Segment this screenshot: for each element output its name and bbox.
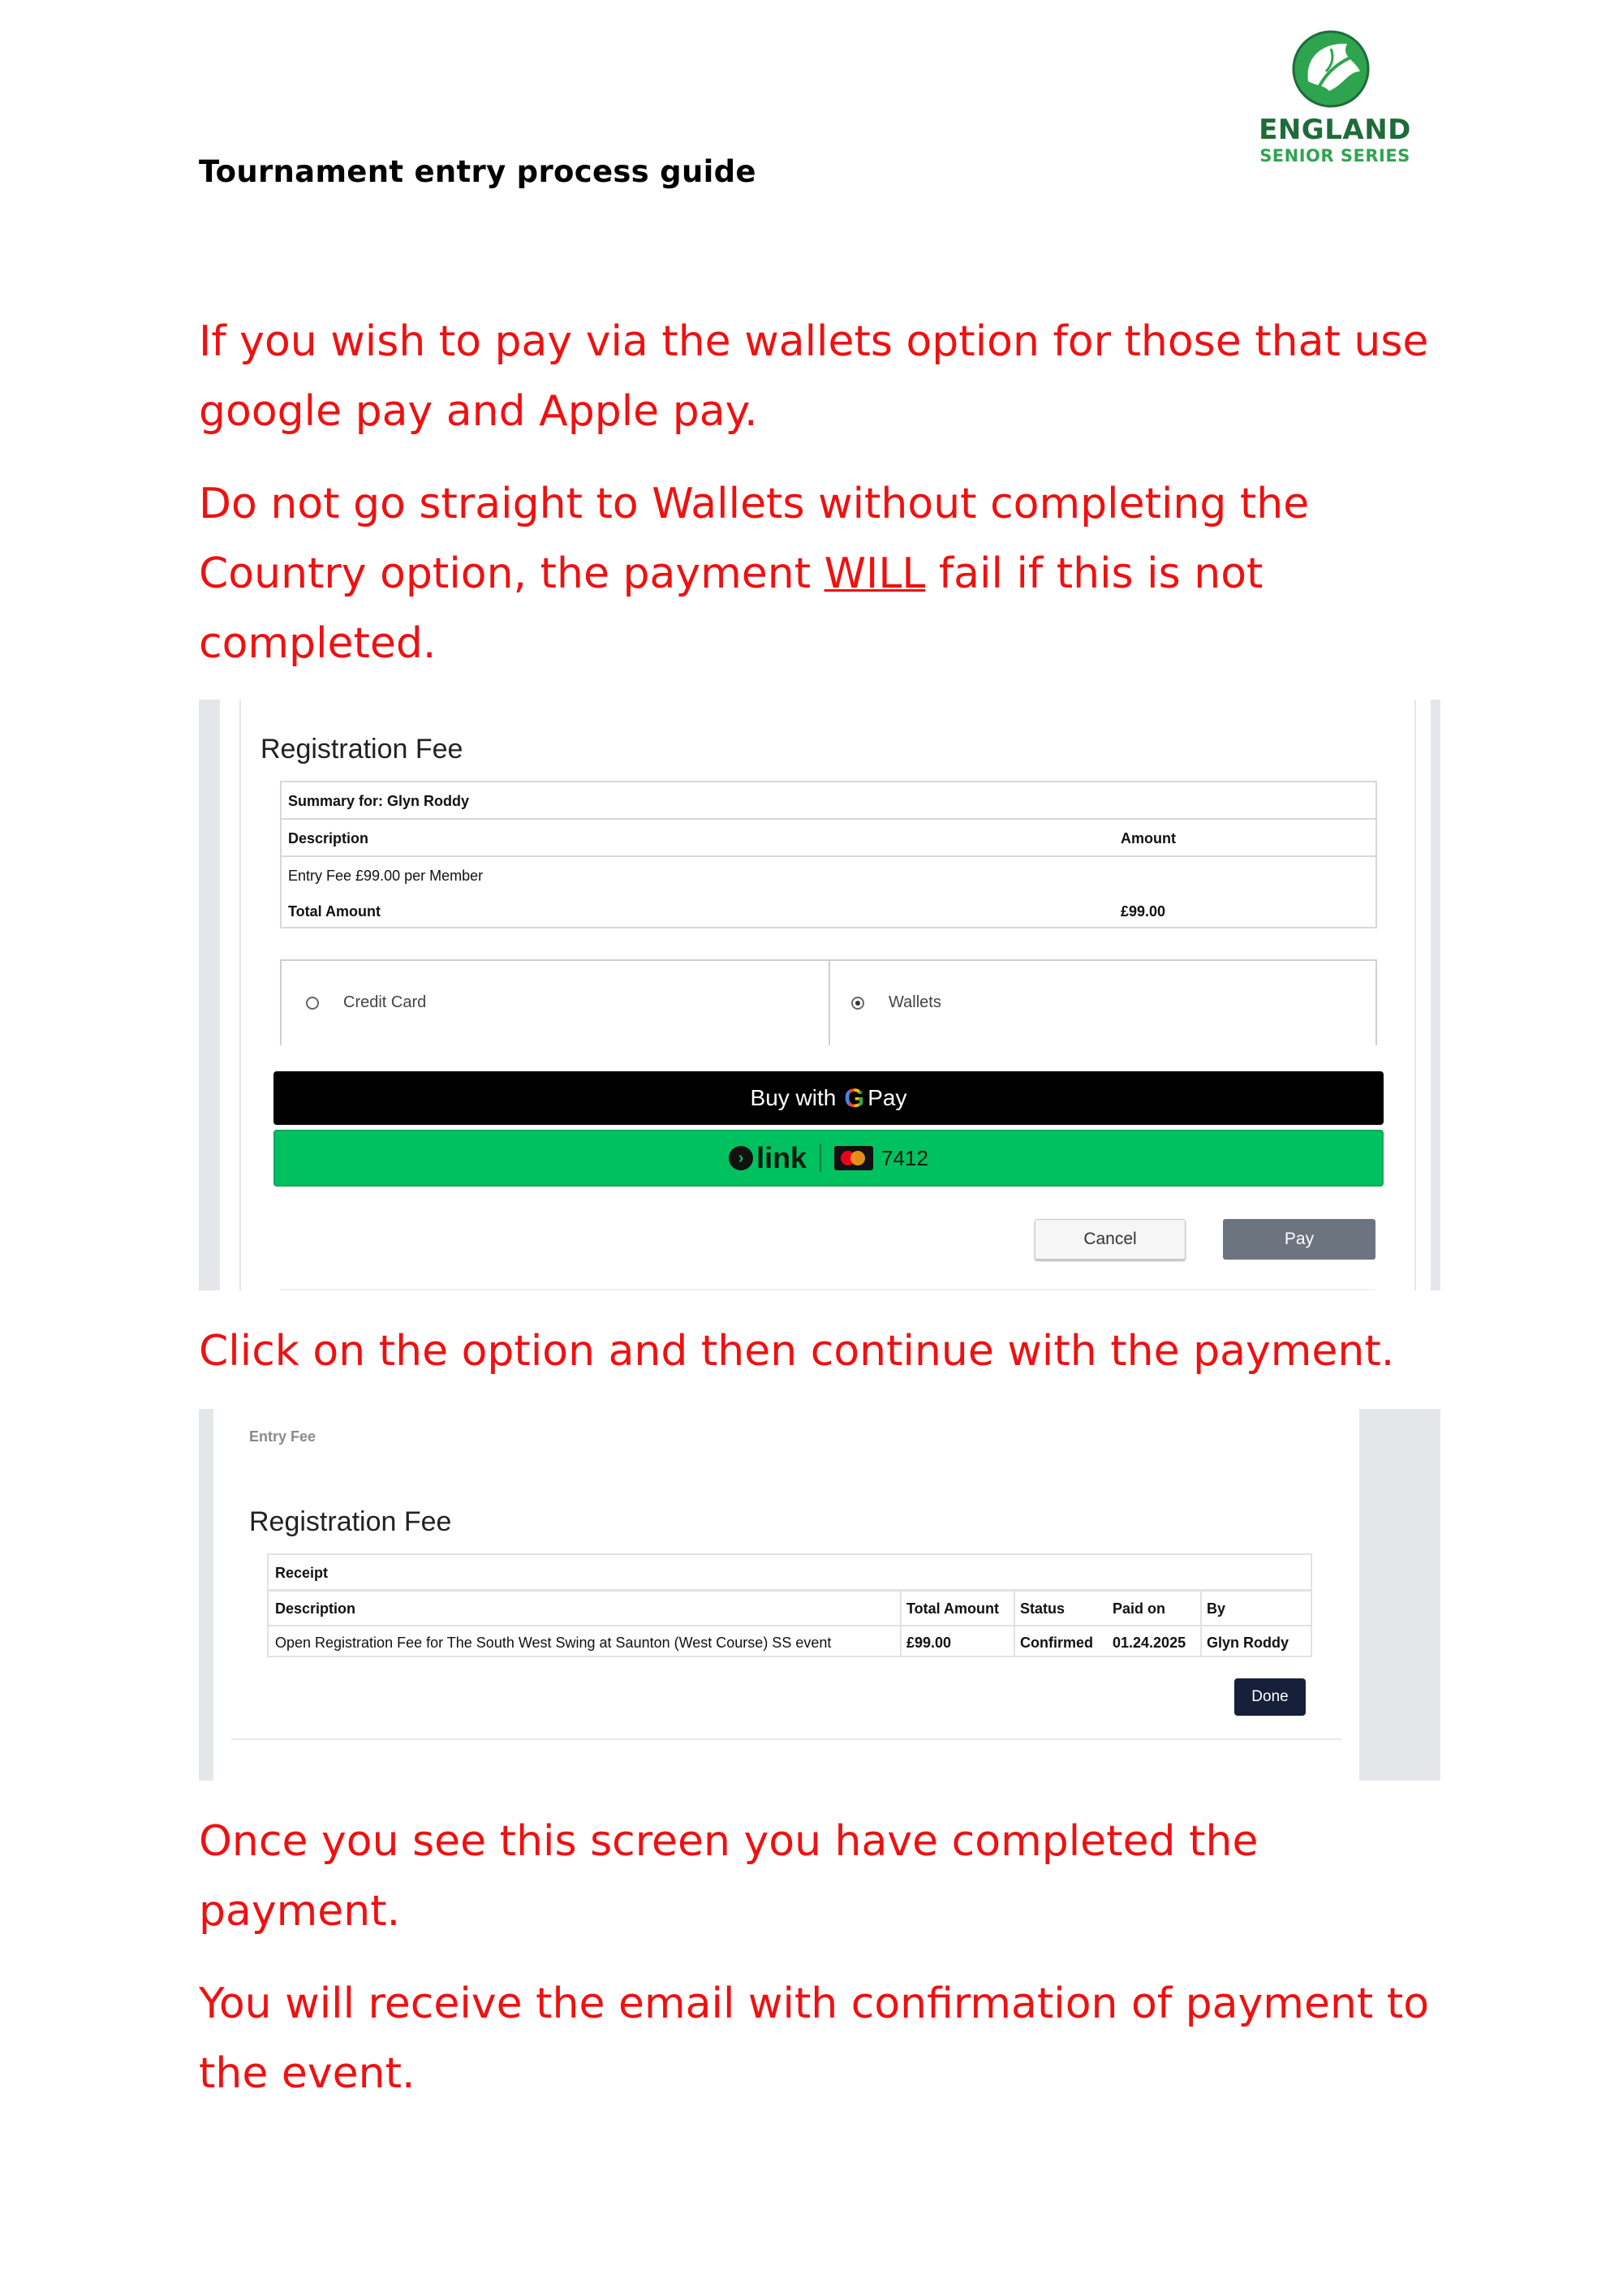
logo-text-senior-series: SENIOR SERIES: [1259, 146, 1410, 166]
link-arrow-icon: ›: [729, 1146, 753, 1170]
option-wallets[interactable]: [851, 993, 1095, 1014]
receipt-total: £99.00: [906, 1635, 952, 1651]
right-edge: [1359, 1409, 1440, 1781]
instruction-continue-payment: Click on the option and then continue with the payment.: [199, 1327, 1395, 1376]
gpay-buy-with: Buy with: [750, 1085, 837, 1110]
receipt-status: Confirmed: [1020, 1635, 1093, 1651]
receipt-data-row: [269, 1626, 1311, 1657]
receipt-table: [267, 1553, 1312, 1657]
entry-fee-line: Entry Fee £99.00 per Member: [288, 868, 484, 884]
gpay-pay-text: Pay: [867, 1085, 907, 1110]
registration-fee-title: Registration Fee: [249, 1506, 452, 1537]
right-divider: [1414, 700, 1416, 1290]
summary-total-row: [282, 893, 1375, 928]
column-status: Status: [1020, 1600, 1065, 1617]
total-amount-value: £99.00: [1121, 903, 1166, 920]
mastercard-icon: [834, 1146, 873, 1170]
card-last-four: 7412: [881, 1145, 928, 1170]
column-by: By: [1207, 1600, 1226, 1617]
left-edge: [199, 1409, 213, 1781]
column-total-amount: Total Amount: [906, 1600, 999, 1617]
receipt-label: Receipt: [275, 1565, 329, 1581]
warning-text-end: fail if this is not completed.: [199, 549, 1264, 668]
payment-method-selector: [280, 959, 1377, 1045]
column-description: Description: [288, 830, 369, 846]
column-description: Description: [275, 1600, 356, 1617]
summary-table: [280, 781, 1377, 928]
wallets-radio-selected[interactable]: [851, 997, 864, 1010]
total-amount-label: Total Amount: [288, 903, 381, 920]
summary-line-item-row: [282, 857, 1375, 893]
warning-text-start: Do not go straight to Wallets without completing the Country option, the payment: [199, 480, 1310, 598]
summary-column-row: [282, 820, 1375, 857]
bottom-divider: [280, 1289, 1375, 1290]
link-separator: [820, 1144, 821, 1172]
instruction-country-warning: [199, 469, 1465, 678]
method-divider: [829, 961, 830, 1045]
wallets-label: Wallets: [889, 993, 941, 1011]
credit-card-label: Credit Card: [343, 993, 427, 1011]
done-button[interactable]: Done: [1234, 1678, 1306, 1716]
column-amount: Amount: [1121, 830, 1176, 846]
google-pay-button[interactable]: [273, 1071, 1384, 1125]
option-credit-card[interactable]: [306, 993, 549, 1014]
document-title: Tournament entry process guide: [199, 154, 756, 189]
instruction-payment-complete: Once you see this screen you have completed the payment.: [199, 1817, 1259, 1936]
cancel-button[interactable]: Cancel: [1035, 1219, 1186, 1260]
left-divider: [239, 700, 241, 1290]
receipt-column-row: [269, 1591, 1311, 1626]
receipt-paid-on: 01.24.2025: [1113, 1635, 1186, 1651]
column-paid-on: Paid on: [1113, 1600, 1166, 1617]
summary-header-row: [282, 782, 1375, 820]
right-edge: [1431, 700, 1440, 1290]
registration-fee-title: Registration Fee: [260, 734, 463, 765]
instruction-wallets-intro: If you wish to pay via the wallets option for those that use google pay and Apple pay.: [199, 317, 1429, 436]
warning-emphasis-will: WILL: [824, 549, 926, 598]
logo-text-england: ENGLAND: [1259, 114, 1411, 146]
pay-button[interactable]: Pay: [1223, 1219, 1375, 1260]
england-senior-series-logo: [1242, 24, 1420, 170]
leaf-emblem-icon: [1242, 24, 1420, 114]
receipt-header-row: [269, 1555, 1311, 1592]
receipt-description: Open Registration Fee for The South West Swing at Saunton (West Course) SS event: [275, 1635, 832, 1651]
receipt-by: Glyn Roddy: [1207, 1635, 1289, 1651]
instruction-email-confirmation: You will receive the email with confirmation of payment to the event.: [199, 1979, 1430, 2098]
credit-card-radio[interactable]: [306, 997, 319, 1010]
summary-for-label: Summary for: Glyn Roddy: [288, 793, 470, 809]
payment-screenshot: [199, 700, 1440, 1290]
link-logo-text: link: [756, 1141, 807, 1174]
link-pay-button[interactable]: [273, 1130, 1384, 1187]
left-edge: [199, 700, 220, 1290]
breadcrumb-entry-fee[interactable]: Entry Fee: [249, 1428, 316, 1445]
google-g-icon: G: [844, 1083, 865, 1113]
receipt-screenshot: [199, 1409, 1440, 1781]
